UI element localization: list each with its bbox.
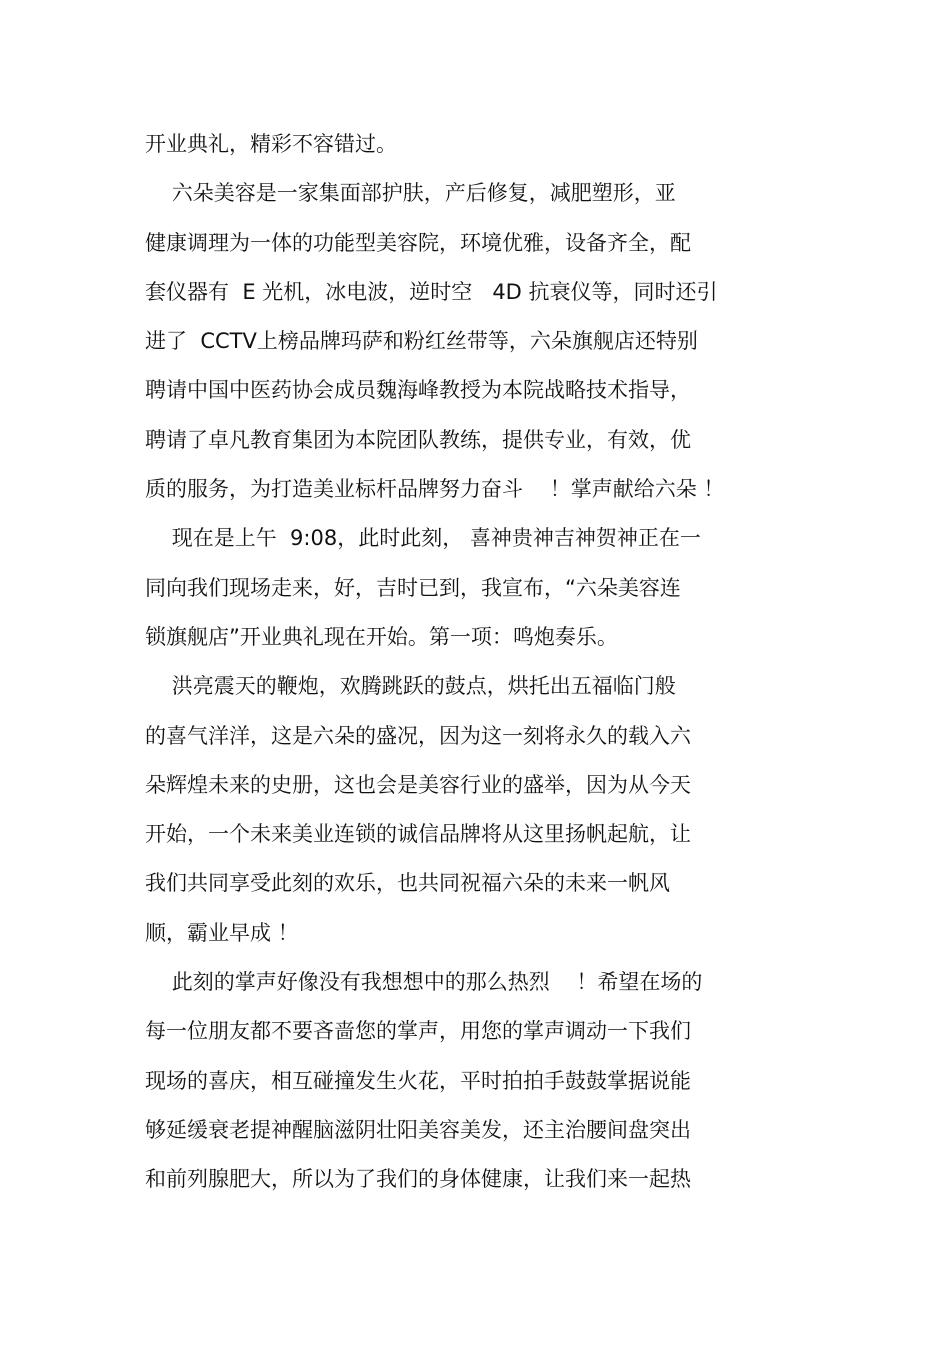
text-line: 聘请中国中医药协会成员魏海峰教授为本院战略技术指导， — [145, 378, 691, 403]
text-line: 锁旗舰店”开业典礼现在开始。第一项：鸣炮奏乐。 — [145, 624, 618, 649]
text-line: 顺，霸业早成 ！ — [145, 920, 299, 945]
text-line: 同向我们现场走来，好，吉时已到，我宣布，“六朵美容连 — [145, 575, 681, 600]
text-line: 进了 CCTV上榜品牌玛萨和粉红丝带等，六朵旗舰店还特别 — [145, 329, 698, 354]
body-text — [145, 120, 845, 1205]
text-line: 六朵美容是一家集面部护肤，产后修复，减肥塑形，亚 — [145, 181, 676, 206]
text-line: 的喜气洋洋，这是六朵的盛况，因为这一刻将永久的载入六 — [145, 723, 691, 748]
text-line: 现在是上午 9:08，此时此刻， 喜神贵神吉神贺神正在一 — [145, 526, 701, 551]
text-line: 健康调理为一体的功能型美容院，环境优雅，设备齐全，配 — [145, 230, 691, 255]
text-line: 现场的喜庆，相互碰撞发生火花，平时拍拍手鼓鼓掌据说能 — [145, 1068, 691, 1093]
text-line: 我们共同享受此刻的欢乐，也共同祝福六朵的未来一帆风 — [145, 871, 670, 896]
text-line: 套仪器有 E 光机，冰电波，逆时空 4D 抗衰仪等，同时还引 — [145, 279, 718, 304]
text-line: 朵辉煌未来的史册，这也会是美容行业的盛举，因为从今天 — [145, 772, 691, 797]
text-line: 质的服务，为打造美业标杆品牌努力奋斗 ！掌声献给六朵 ！ — [145, 477, 725, 502]
text-line: 开业典礼，精彩不容错过。 — [145, 132, 397, 156]
text-line: 开始，一个未来美业连锁的诚信品牌将从这里扬帆起航，让 — [145, 822, 691, 847]
text-line: 和前列腺肥大，所以为了我们的身体健康，让我们来一起热 — [145, 1167, 691, 1192]
text-line: 聘请了卓凡教育集团为本院团队教练，提供专业，有效，优 — [145, 427, 691, 452]
text-line: 够延缓衰老提神醒脑滋阴壮阳美容美发，还主治腰间盘突出 — [145, 1117, 691, 1142]
text-line: 每一位朋友都不要吝啬您的掌声，用您的掌声调动一下我们 — [145, 1019, 691, 1044]
text-line: 洪亮震天的鞭炮，欢腾跳跃的鼓点，烘托出五福临门般 — [145, 674, 676, 699]
text-line: 此刻的掌声好像没有我想想中的那么热烈 ！希望在场的 — [145, 970, 703, 995]
